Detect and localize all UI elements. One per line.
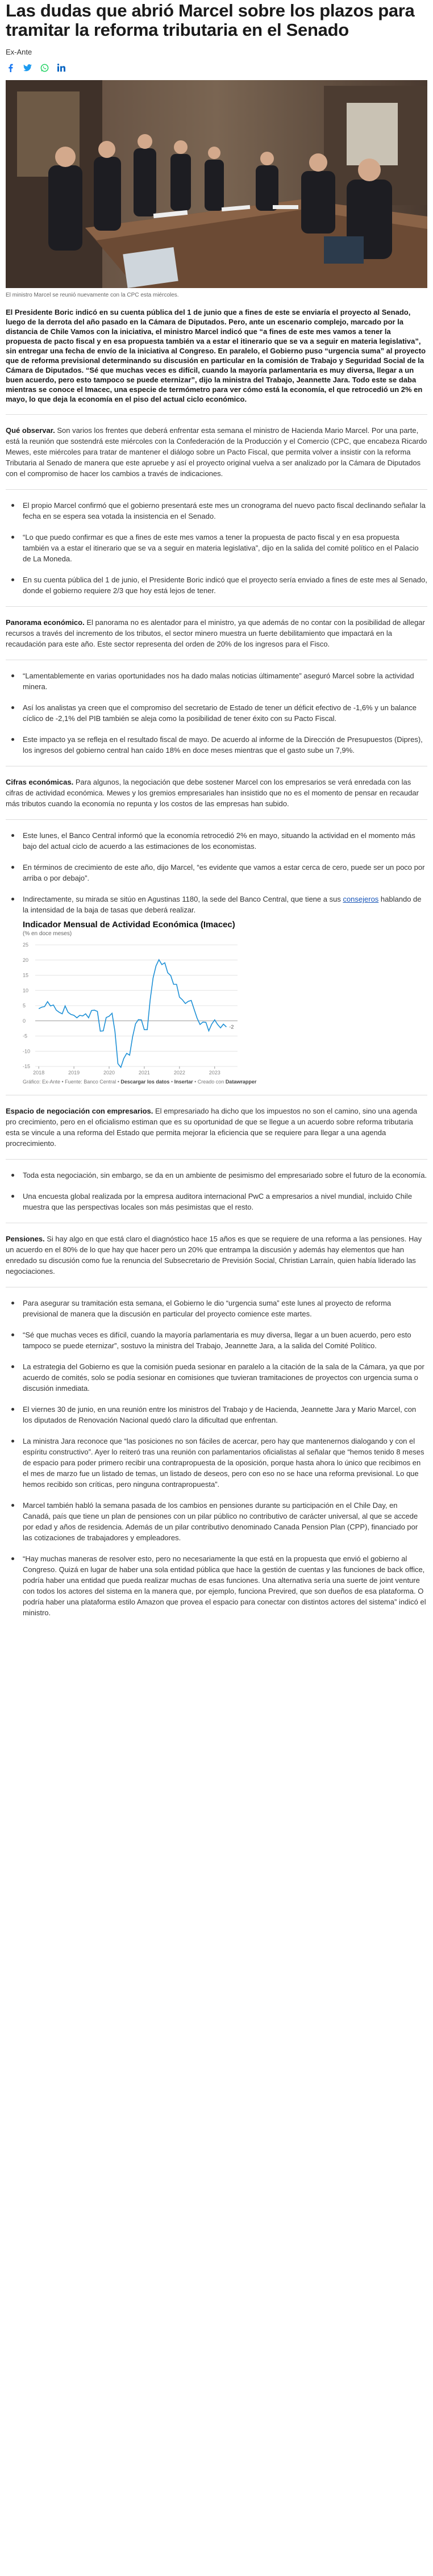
y-tick-label: 5 — [23, 1003, 26, 1008]
article-title: Las dudas que abrió Marcel sobre los plazos para tramitar la reforma tributaria en el Senado — [6, 1, 415, 40]
section-text: El panorama no es alentador para el ministro, ya que además de no contar con la posibilidad de allegar recursos a través del incremento de los tributos, el sector minero muestra un fuerte debilitamiento que impactará en la recaudación para este año. Este sector representa del orden de 20% de los ingresos para el Fisco. — [6, 618, 425, 648]
y-tick-label: 10 — [23, 987, 29, 994]
bullet-list — [6, 500, 427, 596]
article-photo — [6, 80, 427, 288]
section-que-observar — [6, 425, 427, 479]
chart-plot — [23, 940, 250, 1077]
list-item: En términos de crecimiento de este año, dijo Marcel, “es evidente que vamos a estar cerca de cero, puede ser un poco por arriba o por debajo”. — [6, 862, 427, 883]
x-tick-label: 2018 — [33, 1070, 45, 1076]
section-label: Espacio de negociación con empresarios. — [6, 1107, 153, 1115]
x-tick-label: 2019 — [68, 1070, 80, 1076]
imacec-chart — [6, 920, 427, 1085]
list-item: Este impacto ya se refleja en el resultado fiscal de mayo. De acuerdo al informe de la Dirección de Presupuestos (Dipres), los ingresos del gobierno central han caído 18% en doce meses mientras que el gasto sube un 7,9%. — [6, 734, 427, 756]
list-item: Marcel también habló la semana pasada de los cambios en pensiones durante su participación en el Chile Day, en Canadá, país que tiene un plan de pensiones con un pilar público no contributivo de carácter universal, al que se accede por edad y años de residencia. Además de un pilar contributivo denominado Canada Pension Plan (CPP), financiado por las cotizaciones de trabajadores y empleadores. — [6, 1500, 427, 1543]
y-tick-label: -15 — [23, 1064, 31, 1069]
bullet-list — [6, 830, 427, 915]
y-tick-label: 0 — [23, 1018, 26, 1024]
y-tick-label: 20 — [23, 957, 29, 963]
y-tick-label: 15 — [23, 972, 29, 978]
whatsapp-icon[interactable] — [40, 63, 49, 72]
list-item: “Lamentablemente en varias oportunidades nos ha dado malas noticias últimamente” aseguró Marcel sobre la actividad minera. — [6, 670, 427, 692]
facebook-icon[interactable] — [6, 63, 15, 72]
section-text: El empresariado ha dicho que los impuestos no son el camino, sino una agenda pro crecimiento, pero en el oficialismo estiman que es su oportunidad de que se llegue a un acuerdo sobre reforma tributaria esta se vincule a una reforma del Estado que permita mejorar la eficiencia que se requiere para llegar a una agenda procrecimiento. — [6, 1107, 418, 1148]
article-lead: El Presidente Boric indicó en su cuenta pública del 1 de junio que a fines de este se enviaría el proyecto al Senado, luego de la derrota del año pasado en la Cámara de Diputados. Pero, ante un escenario complejo, marcado por la distancia de Chile Vamos con la iniciativa, el ministro Marcel indicó que “a fines de este mes vamos a tener la propuesta de pacto fiscal y en esa propuesta también va a estar el itinerario que se va a seguir en materia legislativa”, sin entregar una fecha de envío de la iniciativa al Congreso. En paralelo, el Gobierno puso “urgencia suma” al proyecto que de reforma previsional determinando su discusión en particular en la comisión de Trabajo y Seguridad Social de la Cámara de Diputados. “Sé que muchas veces es difícil, cuando la mayoría parlamentaria es muy diversa, llegar a un buen acuerdo, pero esto tampoco se puede eternizar”, dijo la ministra del Trabajo, Jeannette Jara. Todo este se daba mientras se conoce el Imacec, una especie de termómetro para ver cómo está la economía, el que retrocedió un 2% en mayo, lo que deja la economía en el piso del actual ciclo económico. — [6, 308, 426, 403]
section-espacio — [6, 1106, 427, 1149]
list-item — [6, 894, 427, 915]
list-item-text: Indirectamente, su mirada se sitúo en Agustinas 1180, la sede del Banco Central, que tiene a sus — [23, 895, 343, 903]
section-panorama — [6, 617, 427, 649]
list-item: Una encuesta global realizada por la empresa auditora internacional PwC a empresarios a nivel mundial, incluido Chile muestra que las perspectivas locales son más pesimistas que el resto. — [6, 1191, 427, 1212]
x-tick-label: 2022 — [173, 1070, 185, 1076]
list-item: La estrategia del Gobierno es que la comisión pueda sesionar en paralelo a la citación de la sala de la Cámara, ya que por acuerdo de comités, solo se podía sesionar en comisiones que tuvieran tramitaciones de proyectos con urgencia suma o discusión inmediata. — [6, 1361, 427, 1394]
section-text: Si hay algo en que está claro el diagnóstico hace 15 años es que se requiere de una reforma a las pensiones. Hay un acuerdo en el 80% de lo que hay que hacer pero un 20% que entrampa la discusión y además hay elementos que han enredado su discusión como fue la renuncia del Subsecretario de Previsión Social, Christian Larraín, quien había liderado las negociaciones. — [6, 1235, 422, 1276]
embed-link[interactable]: Insertar — [174, 1079, 193, 1085]
chart-footer — [23, 1079, 427, 1085]
bullet-list — [6, 1170, 427, 1212]
chart-footer-sep: • — [169, 1079, 174, 1085]
list-item: “Hay muchas maneras de resolver esto, pero no necesariamente la que está en la propuesta que envió el gobierno al Congreso. Quizá en lugar de haber una sola entidad pública que hace la gestión de cuentas y las funciones de back office, podría haber una entidad que pueda realizar muchas de esas funciones. Una alternativa sería una suerte de joint venture con todos los actores del sistema en la manera que, por ejemplo, funciona Previred, que son dueños de esa plataforma. O podría haber una plataforma estilo Amazon que provea el espacio para conectar con distintos actores del sistema” indicó el ministro. — [6, 1553, 427, 1618]
list-item: Este lunes, el Banco Central informó que la economía retrocedió 2% en mayo, situando la actividad en el momento más bajo del actual ciclo de acuerdo a las estimaciones de los economistas. — [6, 830, 427, 852]
section-text: Para algunos, la negociación que debe sostener Marcel con los empresarios se verá enredada con las cifras de actividad económica. Mewes y los gremios empresariales han insistido que no es el momento de pensar en recaudar más tributos cuando la economía no repunta y los costos de las empresas han subido. — [6, 778, 419, 808]
y-tick-label: -5 — [23, 1033, 28, 1039]
list-item: En su cuenta pública del 1 de junio, el Presidente Boric indicó que el proyecto sería enviado a fines de este mes al Senado, donde el gobierno requiere 2/3 que hoy está lejos de tener. — [6, 574, 427, 596]
divider — [6, 414, 427, 415]
divider — [6, 819, 427, 820]
list-item: La ministra Jara reconoce que “las posiciones no son fáciles de acercar, pero hay que mantenernos dialogando y con el espíritu constructivo”. Ayer lo reiteró tras una reunión con parlamentarios oficialistas al señalar que “hemos tenido 8 meses de espacio para poder primero recibir una contrapropuesta de la oposición, porque hasta ahora lo único que recibimos en el mes de marzo fue un listado de temas, un listado de deseos, pero con eso no se hace una reforma previsional. Lo que hemos recibido son críticas, pero ninguna contrapropuesta”. — [6, 1436, 427, 1490]
bullet-list — [6, 1298, 427, 1618]
twitter-icon[interactable] — [23, 63, 32, 72]
y-tick-label: 25 — [23, 942, 29, 948]
section-label: Pensiones. — [6, 1235, 45, 1243]
y-tick-label: -10 — [23, 1048, 31, 1054]
author[interactable]: Ex-Ante — [6, 48, 32, 56]
section-label: Qué observar. — [6, 426, 55, 435]
bullet-list — [6, 670, 427, 756]
section-label: Cifras económicas. — [6, 778, 74, 786]
chart-title: Indicador Mensual de Actividad Económica (Imacec) — [23, 920, 235, 929]
divider — [6, 1159, 427, 1160]
download-data-link[interactable]: Descargar los datos — [120, 1079, 170, 1085]
list-item: El propio Marcel confirmó que el gobierno presentará este mes un cronograma del nuevo pacto fiscal declinando señalar la fecha en se espera sea votada la insistencia en el Senado. — [6, 500, 427, 522]
chart-subtitle: (% en doce meses) — [23, 931, 72, 937]
list-item-text: hablando de la intensidad de la baja de tasas que deberá realizar. — [23, 895, 422, 914]
list-item: El viernes 30 de junio, en una reunión entre los ministros del Trabajo y de Hacienda, Jeannette Jara y Mario Marcel, con los diputados de Renovación Nacional quedó claro la dificultad que enfrentan. — [6, 1404, 427, 1425]
photo-caption: El ministro Marcel se reunió nuevamente con la CPC esta miércoles. — [6, 292, 179, 298]
list-item: Para asegurar su tramitación esta semana, el Gobierno le dio “urgencia suma” este lunes al proyecto de reforma previsional de manera que la discusión en particular del proyecto comience este martes. — [6, 1298, 427, 1319]
section-text: Son varios los frentes que deberá enfrentar esta semana el ministro de Hacienda Mario Marcel. Por una parte, está la reunión que sostendrá este miércoles con la Confederación de la Producción y el Comercio (CPC, que encabeza Ricardo Mewes, este miércoles para tratar de mantener el diálogo sobre un Pacto Fiscal, que permita volver a insistir con la reforma Tributaria al Senado de manera que este apruebe y así el proyecto original vuelva a ser analizado por la Cámara de Diputados con el compromiso de hacer los cambios a través de indicaciones. — [6, 426, 427, 478]
social-share-bar — [6, 63, 427, 72]
x-tick-label: 2020 — [103, 1070, 115, 1076]
chart-footer-text: • Creado con — [193, 1079, 226, 1085]
section-cifras — [6, 777, 427, 809]
end-value-label: -2 — [229, 1024, 234, 1030]
x-tick-label: 2021 — [138, 1070, 150, 1076]
section-label: Panorama económico. — [6, 618, 85, 627]
x-tick-label: 2023 — [209, 1070, 220, 1076]
list-item: Toda esta negociación, sin embargo, se da en un ambiente de pesimismo del empresariado sobre el futuro de la economía. — [6, 1170, 427, 1181]
divider — [6, 489, 427, 490]
list-item: “Lo que puedo confirmar es que a fines de este mes vamos a tener la propuesta de pacto fiscal y en esa propuesta también va a estar el itinerario que se va a seguir en materia legislativa”, dijo en la salida del comité político en el Palacio de La Moneda. — [6, 532, 427, 564]
datawrapper-link[interactable]: Datawrapper — [225, 1079, 257, 1085]
chart-footer-text: Gráfico: Ex-Ante • Fuente: Banco Central • — [23, 1079, 121, 1085]
list-item: “Sé que muchas veces es difícil, cuando la mayoría parlamentaria es muy diversa, llegar a un buen acuerdo, pero esto tampoco se puede eternizar”, sostuvo la ministra del Trabajo, Jeannette Jara, a la salida del Comité Político. — [6, 1329, 427, 1351]
section-pensiones — [6, 1233, 427, 1277]
divider — [6, 606, 427, 607]
linkedin-icon[interactable] — [57, 63, 66, 72]
consejeros-link[interactable]: consejeros — [343, 895, 379, 903]
list-item: Así los analistas ya creen que el compromiso del secretario de Estado de tener un déficit efectivo de -1,6% y un balance cíclico de -2,1% del PIB también se aleja como la posibilidad de tener éxito con su Pacto Fiscal. — [6, 702, 427, 724]
